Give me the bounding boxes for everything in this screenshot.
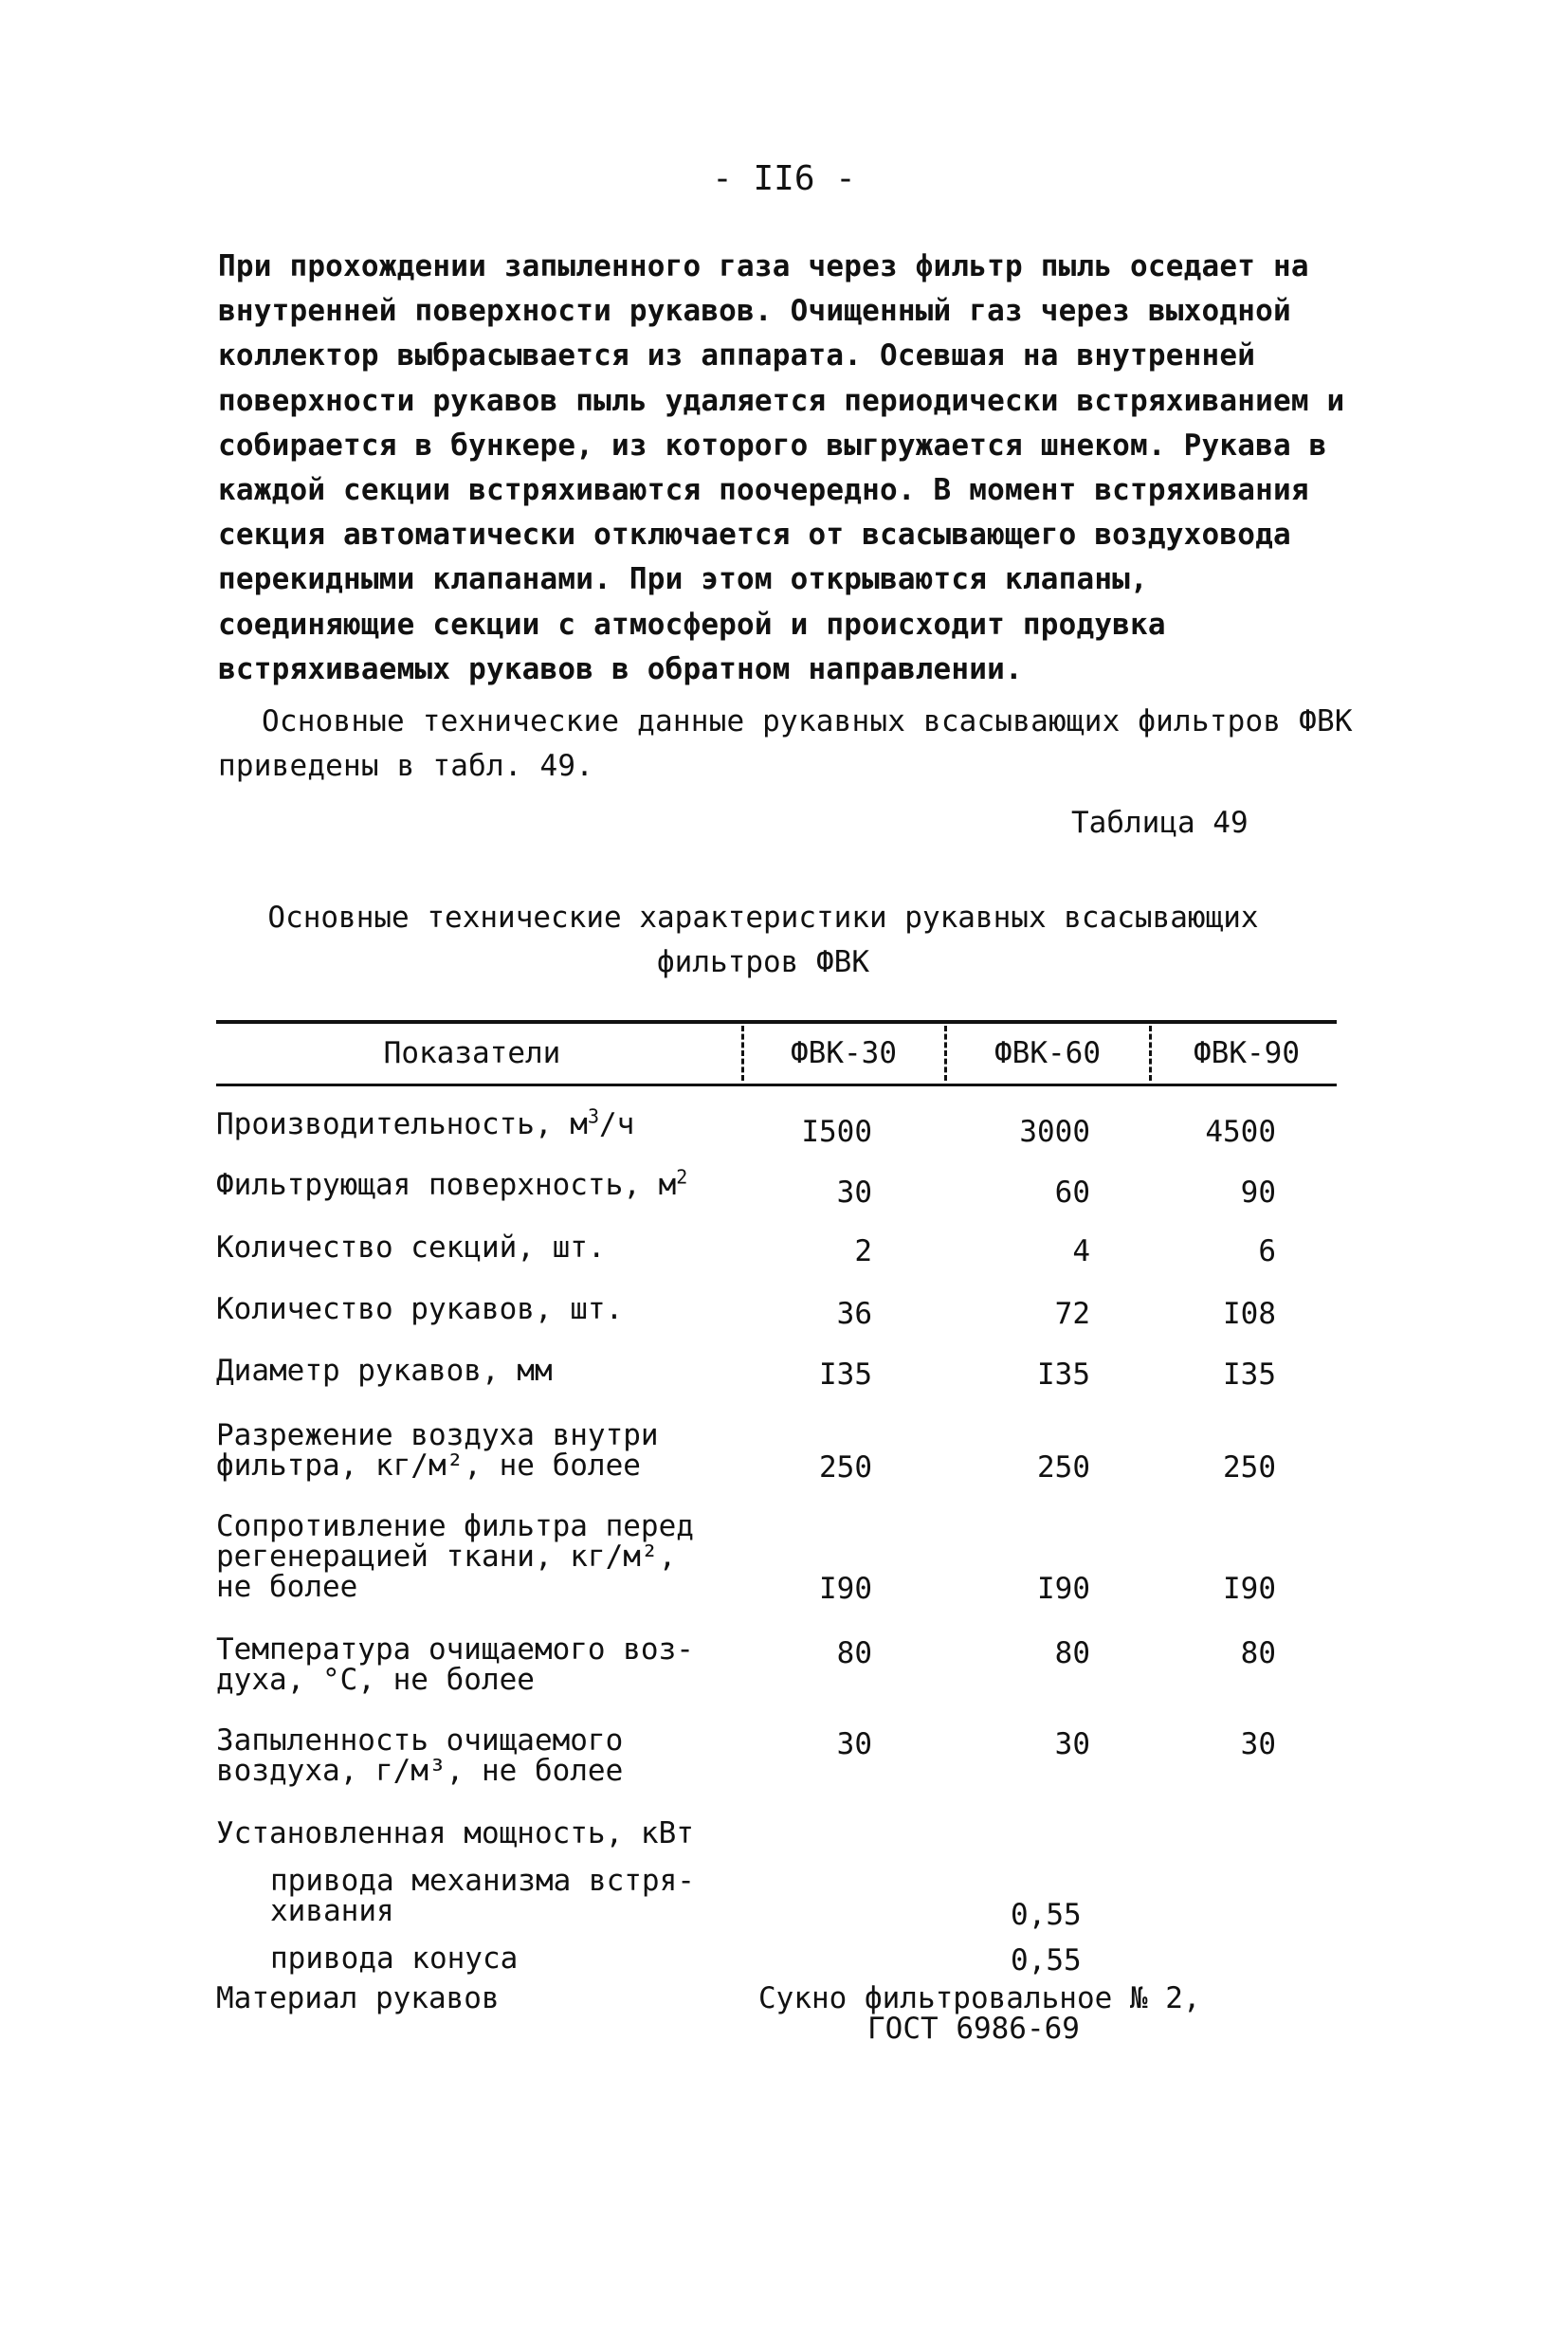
row-label-filter-surface: Фильтрующая поверхность, $м^2$ <box>216 1165 688 1202</box>
cell-vacuum-fvk60: 250 <box>1037 1450 1090 1485</box>
column-header-fvk90: ФВК-90 <box>1194 1036 1300 1070</box>
row-label-cone-drive: привода конуса <box>270 1941 519 1976</box>
table-number-label: Таблица 49 <box>1071 806 1249 840</box>
cell-sections-fvk60: 4 <box>1072 1234 1090 1268</box>
cell-temperature-fvk90: 80 <box>1240 1636 1276 1670</box>
cell-dust-fvk60: 30 <box>1054 1727 1090 1761</box>
cell-resistance-fvk60: I90 <box>1037 1572 1090 1606</box>
cell-resistance-fvk90: I90 <box>1223 1572 1276 1606</box>
cell-diameter-fvk90: I35 <box>1223 1358 1276 1392</box>
cell-surface-fvk90: 90 <box>1240 1176 1276 1210</box>
cell-capacity-fvk30: I500 <box>801 1115 872 1149</box>
table-title <box>218 896 1308 985</box>
column-separator <box>741 1026 744 1081</box>
cell-diameter-fvk60: I35 <box>1037 1358 1090 1392</box>
cell-temperature-fvk60: 80 <box>1054 1636 1090 1670</box>
cell-capacity-fvk60: 3000 <box>1019 1115 1090 1149</box>
row-label-dust-content: Запыленность очищаемого воздуха, г/м³, не более <box>216 1723 624 1788</box>
cell-vacuum-fvk30: 250 <box>819 1450 872 1485</box>
cell-sections-fvk30: 2 <box>854 1234 872 1268</box>
body-paragraph: При прохождении запыленного газа через фильтр пыль оседает на внутренней поверхности рукавов. Очищенный газ через выходной коллектор выбрасывается из аппарата. Осевшая на внутренней поверхности рукавов пыль удаляется периодически встряхиванием и собирается в бункере, из которого выгружается шнеком. Рукава в каждой секции встряхиваются поочередно. В момент встряхивания секция автоматически отключается от всасывающего воздуховода перекидными клапанами. При этом открываются клапаны, соединяющие секции с атмосферой и происходит продувка встряхиваемых рукавов в обратном направлении. <box>218 249 1345 686</box>
page-number: - II6 - <box>712 159 856 198</box>
cell-vacuum-fvk90: 250 <box>1223 1450 1276 1485</box>
table-top-rule <box>216 1020 1337 1024</box>
table-title-line: Основные технические характеристики рукавных всасывающих <box>267 901 1259 935</box>
cell-capacity-fvk90: 4500 <box>1205 1115 1276 1149</box>
cell-dust-fvk90: 30 <box>1240 1727 1276 1761</box>
table-title-line: фильтров ФВК <box>657 945 869 979</box>
cell-resistance-fvk30: I90 <box>819 1572 872 1606</box>
body-paragraph-reference: Основные технические данные рукавных всасывающих фильтров ФВК приведены в табл. 49. <box>218 704 1353 784</box>
cell-sections-fvk90: 6 <box>1258 1234 1276 1268</box>
cell-temperature-fvk30: 80 <box>836 1636 872 1670</box>
column-header-fvk30: ФВК-30 <box>791 1036 897 1070</box>
row-label-resistance: Сопротивление фильтра перед регенерацией ткани, кг/м², не более <box>216 1509 694 1604</box>
cell-sleeves-fvk30: 36 <box>836 1297 872 1331</box>
cell-sleeves-fvk60: 72 <box>1054 1297 1090 1331</box>
column-separator <box>1149 1026 1152 1081</box>
row-label-temperature: Температура очищаемого воз- духа, °С, не более <box>216 1632 694 1697</box>
row-label-vacuum: Разрежение воздуха внутри фильтра, кг/м², не более <box>216 1418 659 1483</box>
cell-sleeves-fvk90: I08 <box>1223 1297 1276 1331</box>
row-label-installed-power: Установленная мощность, кВт <box>216 1816 694 1850</box>
material-standard: ГОСТ 6986-69 <box>867 2012 1080 2046</box>
row-label-capacity: Производительность, $м^3/ч$ <box>216 1104 635 1141</box>
table-header-rule <box>216 1084 1337 1086</box>
row-label-sleeves: Количество рукавов, шт. <box>216 1292 624 1326</box>
cell-cone-drive-power: 0,55 <box>1011 1943 1082 1977</box>
row-label-shaker-drive: привода механизма встря- хивания <box>270 1864 695 1928</box>
column-header-indicators: Показатели <box>383 1036 561 1070</box>
cell-diameter-fvk30: I35 <box>819 1358 872 1392</box>
cell-shaker-drive-power: 0,55 <box>1011 1898 1082 1932</box>
sleeve-material-value <box>758 1983 1201 2044</box>
row-label-sections: Количество секций, шт. <box>216 1230 606 1265</box>
row-label-diameter: Диаметр рукавов, мм <box>216 1354 553 1388</box>
row-label-sleeve-material: Материал рукавов <box>216 1981 500 2015</box>
column-separator <box>944 1026 947 1081</box>
cell-dust-fvk30: 30 <box>836 1727 872 1761</box>
cell-surface-fvk30: 30 <box>836 1176 872 1210</box>
column-header-fvk60: ФВК-60 <box>994 1036 1101 1070</box>
material-line: Сукно фильтровальное № 2, <box>758 1981 1201 2015</box>
cell-surface-fvk60: 60 <box>1054 1176 1090 1210</box>
